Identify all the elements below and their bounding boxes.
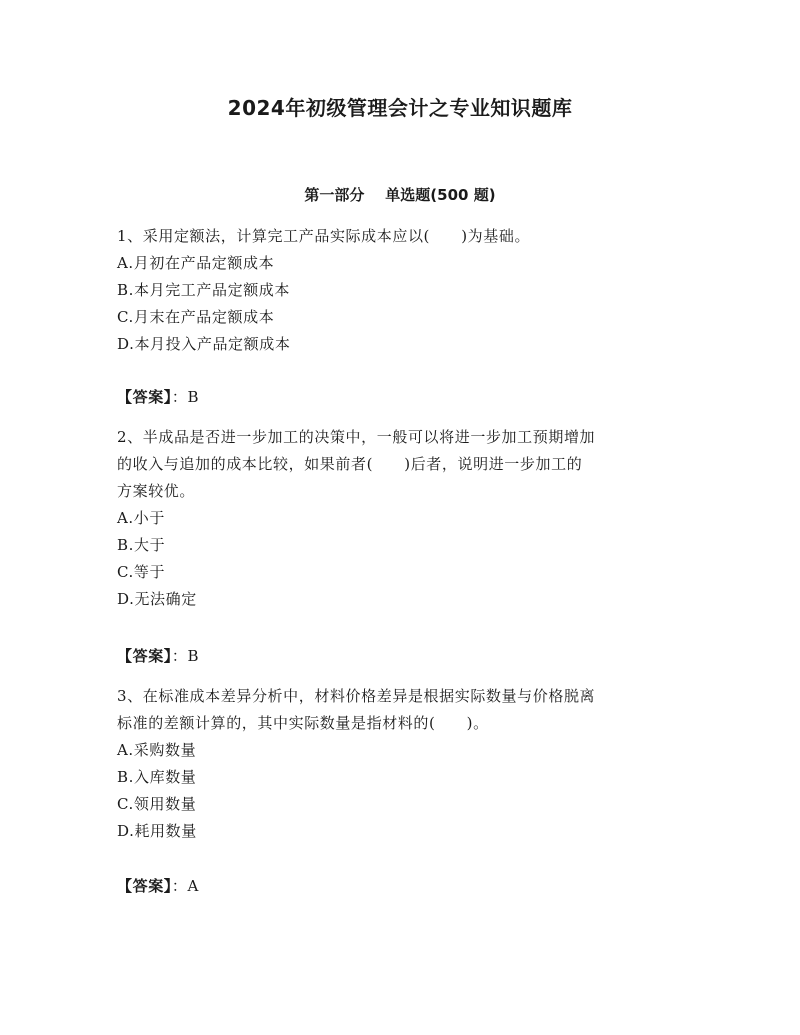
answer-value: ：B [171,647,200,665]
option-b: B.本月完工产品定额成本 [117,281,290,299]
answer-label: 【答案】 [117,647,172,665]
option-a: A.采购数量 [117,741,197,759]
answer-2 [117,643,199,670]
answer-3 [117,873,199,900]
option-c: C.月末在产品定额成本 [117,308,275,326]
question-stem: 2、半成品是否进一步加工的决策中，一般可以将进一步加工预期增加 [117,428,596,446]
question-stem: 3、在标准成本差异分析中，材料价格差异是根据实际数量与价格脱离 [117,687,596,705]
option-c: C.等于 [117,563,166,581]
option-c: C.领用数量 [117,795,197,813]
option-a: A.月初在产品定额成本 [117,254,275,272]
option-b: B.入库数量 [117,768,197,786]
question-2 [117,424,677,613]
question-1 [117,223,677,358]
section-title: 第一部分 单选题(500 题) [304,186,496,204]
option-d: D.本月投入产品定额成本 [117,335,291,353]
answer-value: ：A [171,877,199,895]
question-stem: 方案较优。 [117,482,196,500]
question-stem: 1、采用定额法，计算完工产品实际成本应以( )为基础。 [117,227,531,245]
question-stem: 标准的差额计算的，其中实际数量是指材料的( )。 [117,714,489,732]
document-title: 2024年初级管理会计之专业知识题库 [227,96,573,120]
option-a: A.小于 [117,509,166,527]
option-d: D.耗用数量 [117,822,197,840]
option-b: B.大于 [117,536,166,554]
question-3 [117,683,677,845]
answer-label: 【答案】 [117,388,172,406]
answer-value: ：B [171,388,200,406]
answer-1 [117,384,199,411]
option-d: D.无法确定 [117,590,197,608]
question-stem: 的收入与追加的成本比较，如果前者( )后者，说明进一步加工的 [117,455,583,473]
answer-label: 【答案】 [117,877,172,895]
